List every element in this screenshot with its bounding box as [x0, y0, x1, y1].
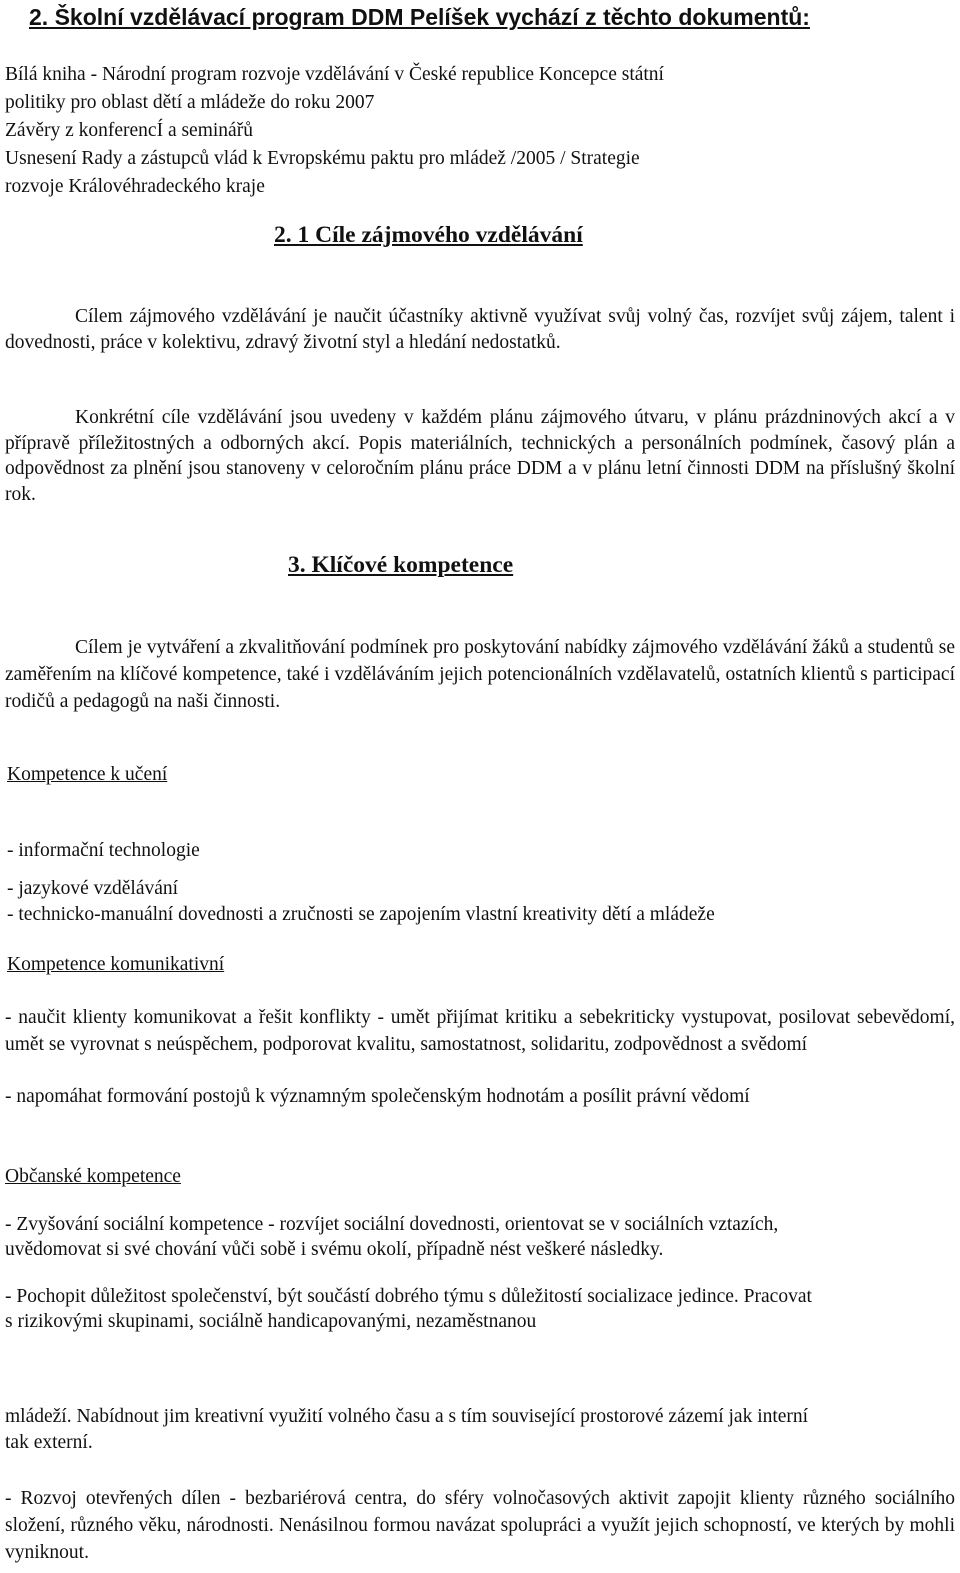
- civic-line: - Pochopit důležitost společenství, být součástí dobrého týmu s důležitostí socializace jedince. Pracovat: [5, 1286, 812, 1307]
- document-line: Usnesení Rady a zástupců vlád k Evropskému paktu pro mládež /2005 / Strategie: [5, 148, 640, 169]
- document-line: politiky pro oblast dětí a mládeže do roku 2007: [5, 92, 375, 113]
- communicative-paragraph-2: - napomáhat formování postojů k významným společenským hodnotám a posílit právní vědomí: [5, 1086, 750, 1107]
- competences-paragraph: Cílem je vytváření a zkvalitňování podmínek pro poskytování nabídky zájmového vzdělávání žáků a studentů se zaměřením na klíčové kompetence, také i vzděláváním jejich potencionálních vzdělavatelů, ostatních klientů s participací rodičů a pedagogů na naši činnosti.: [5, 637, 955, 712]
- document-line: Závěry z konferencÍ a seminářů: [5, 120, 253, 141]
- civic-line: uvědomovat si své chování vůči sobě i svému okolí, případně nést veškeré následky.: [5, 1239, 664, 1260]
- subheading-communicative: Kompetence komunikativní: [7, 954, 225, 975]
- civic-paragraph-4: - Rozvoj otevřených dílen - bezbariérová centra, do sféry volnočasových aktivit zapojit klienty různého sociálního složení, různého věku, národnosti. Nenásilnou formou navázat spolupráci a využít jejich schopností, ve kterých by mohli vyniknout.: [5, 1488, 955, 1563]
- list-item: - informační technologie: [7, 840, 200, 861]
- goals-paragraph-2: Konkrétní cíle vzdělávání jsou uvedeny v každém plánu zájmového útvaru, v plánu prázdninových akcí a v přípravě příležitostných a odborných akcí. Popis materiálních, technických a personálních podmínek, časový plán a odpovědnost za plnění jsou stanoveny v celoročním plánu práce DDM a v plánu letní činnosti DDM na příslušný školní rok.: [5, 407, 955, 505]
- civic-line: - Zvyšování sociální kompetence - rozvíjet sociální dovednosti, orientovat se v sociálních vztazích,: [5, 1214, 779, 1235]
- list-item: - jazykové vzdělávání: [7, 878, 179, 899]
- subheading-learning: Kompetence k učení: [7, 764, 168, 785]
- section-title-goals: 2. 1 Cíle zájmového vzdělávání: [274, 222, 583, 248]
- list-item: - technicko-manuální dovednosti a zručnosti se zapojením vlastní kreativity dětí a mládeže: [7, 904, 715, 925]
- civic-line: mládeží. Nabídnout jim kreativní využití volného času a s tím související prostorové zázemí jak interní: [5, 1406, 809, 1427]
- document-line: rozvoje Královéhradeckého kraje: [5, 176, 265, 197]
- civic-line: tak externí.: [5, 1432, 93, 1453]
- section-title-competences: 3. Klíčové kompetence: [288, 552, 514, 578]
- document-line: Bílá kniha - Národní program rozvoje vzdělávání v České republice Koncepce státní: [5, 64, 664, 85]
- subheading-civic: Občanské kompetence: [5, 1166, 181, 1187]
- goals-paragraph-1: Cílem zájmového vzdělávání je naučit účastníky aktivně využívat svůj volný čas, rozvíjet svůj zájem, talent i dovednosti, práce v kolektivu, zdravý životní styl a hledání nedostatků.: [5, 306, 955, 353]
- main-heading: 2. Školní vzdělávací program DDM Pelíšek vychází z těchto dokumentů:: [29, 4, 810, 30]
- communicative-paragraph-1: - naučit klienty komunikovat a řešit konflikty - umět přijímat kritiku a sebekriticky vystupovat, posilovat sebevědomí, umět se vyrovnat s neúspěchem, podporovat kvalitu, samostatnost, solidaritu, zodpovědnost a svědomí: [5, 1007, 955, 1055]
- civic-line: s rizikovými skupinami, sociálně handicapovanými, nezaměstnanou: [5, 1311, 537, 1332]
